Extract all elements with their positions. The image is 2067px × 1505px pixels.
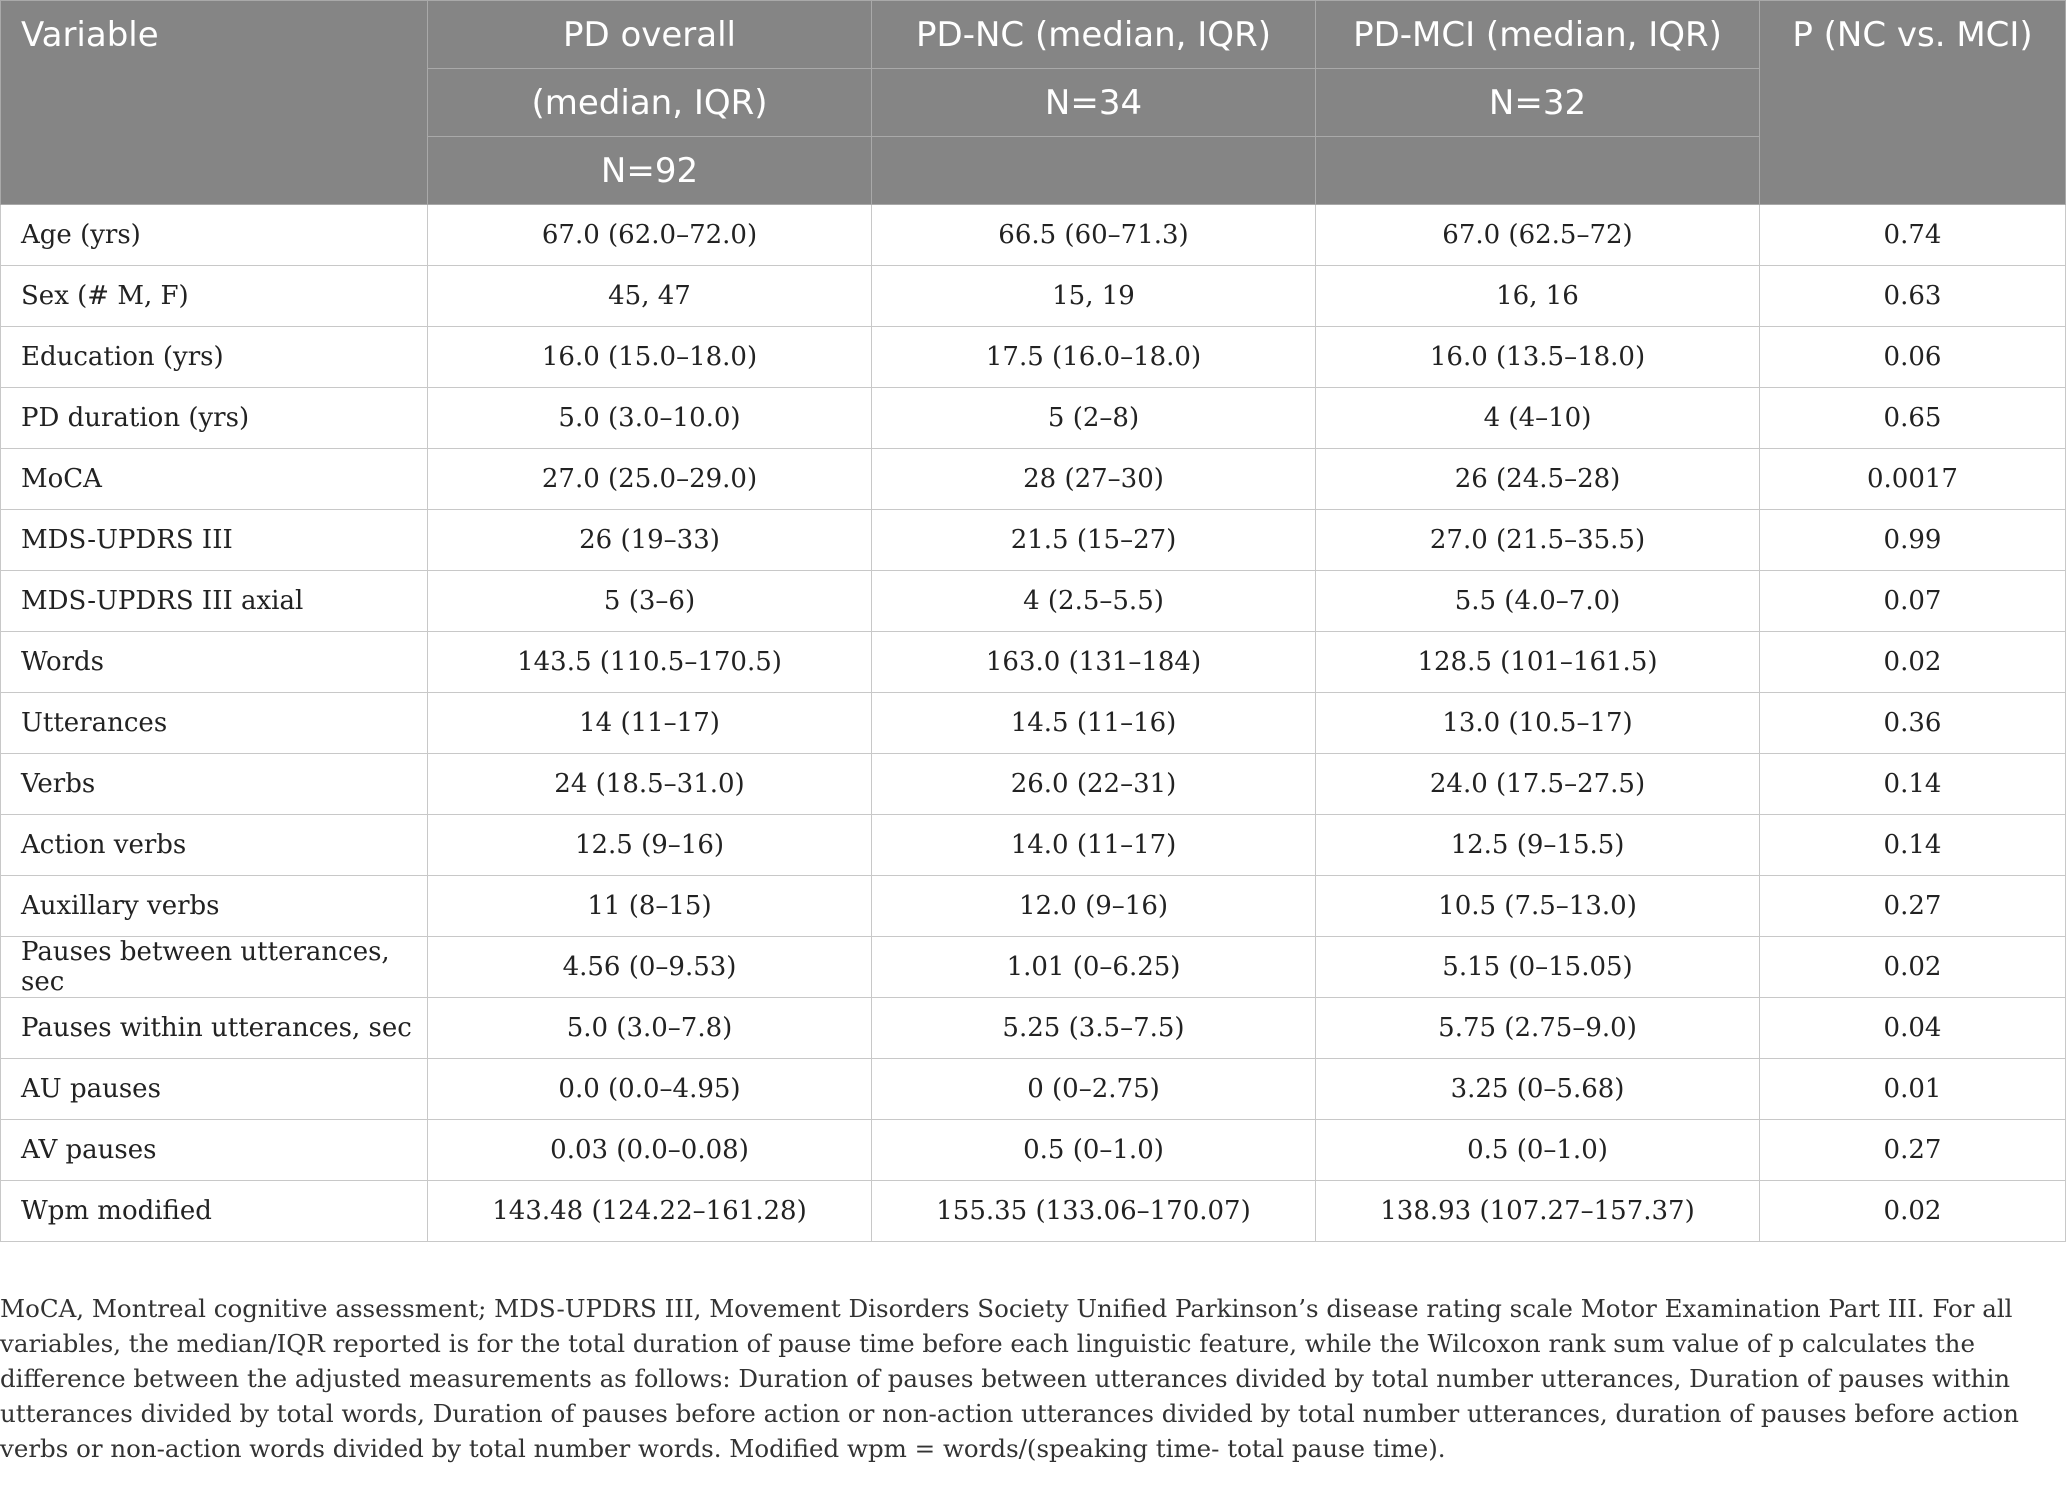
cell-pd-nc: 14.0 (11–17) [872, 815, 1316, 876]
cell-p-value: 0.99 [1760, 510, 2066, 571]
cell-variable: Pauses between utterances, sec [1, 937, 428, 998]
cell-pd-mci: 16, 16 [1316, 266, 1760, 327]
cell-variable: AU pauses [1, 1059, 428, 1120]
cell-pd-nc: 5 (2–8) [872, 388, 1316, 449]
cell-pd-overall: 12.5 (9–16) [428, 815, 872, 876]
table-row [1, 266, 2066, 327]
cell-variable: MDS-UPDRS III axial [1, 571, 428, 632]
cell-p-value: 0.65 [1760, 388, 2066, 449]
cell-variable: Age (yrs) [1, 205, 428, 266]
table-row [1, 1181, 2066, 1242]
cell-pd-overall: 5.0 (3.0–10.0) [428, 388, 872, 449]
cell-pd-mci: 0.5 (0–1.0) [1316, 1120, 1760, 1181]
cell-p-value: 0.07 [1760, 571, 2066, 632]
cell-variable: Wpm modified [1, 1181, 428, 1242]
table-header [1, 1, 2066, 205]
table-row [1, 937, 2066, 998]
cell-variable: Words [1, 632, 428, 693]
cell-p-value: 0.74 [1760, 205, 2066, 266]
cell-pd-overall: 143.5 (110.5–170.5) [428, 632, 872, 693]
cell-pd-nc: 163.0 (131–184) [872, 632, 1316, 693]
cell-pd-nc: 0.5 (0–1.0) [872, 1120, 1316, 1181]
cell-p-value: 0.36 [1760, 693, 2066, 754]
cell-pd-nc: 0 (0–2.75) [872, 1059, 1316, 1120]
cell-pd-mci: 4 (4–10) [1316, 388, 1760, 449]
table-row [1, 327, 2066, 388]
cell-pd-mci: 12.5 (9–15.5) [1316, 815, 1760, 876]
cell-pd-overall: 143.48 (124.22–161.28) [428, 1181, 872, 1242]
cell-pd-nc: 21.5 (15–27) [872, 510, 1316, 571]
cell-p-value: 0.01 [1760, 1059, 2066, 1120]
cell-pd-mci: 67.0 (62.5–72) [1316, 205, 1760, 266]
cell-pd-mci: 3.25 (0–5.68) [1316, 1059, 1760, 1120]
table-body [1, 205, 2066, 1242]
cell-pd-nc: 26.0 (22–31) [872, 754, 1316, 815]
header-p-value: P (NC vs. MCI) [1760, 1, 2066, 205]
cell-pd-overall: 14 (11–17) [428, 693, 872, 754]
table-row [1, 1120, 2066, 1181]
cell-variable: Education (yrs) [1, 327, 428, 388]
cell-variable: AV pauses [1, 1120, 428, 1181]
cell-pd-mci: 5.5 (4.0–7.0) [1316, 571, 1760, 632]
cell-pd-overall: 26 (19–33) [428, 510, 872, 571]
cell-p-value: 0.02 [1760, 1181, 2066, 1242]
cell-pd-mci: 5.15 (0–15.05) [1316, 937, 1760, 998]
cell-variable: Sex (# M, F) [1, 266, 428, 327]
cell-pd-mci: 5.75 (2.75–9.0) [1316, 998, 1760, 1059]
cell-pd-overall: 0.03 (0.0–0.08) [428, 1120, 872, 1181]
cell-pd-nc: 12.0 (9–16) [872, 876, 1316, 937]
table-row [1, 815, 2066, 876]
header-variable: Variable [1, 1, 428, 205]
table-row [1, 632, 2066, 693]
cell-pd-mci: 13.0 (10.5–17) [1316, 693, 1760, 754]
cell-p-value: 0.02 [1760, 937, 2066, 998]
cell-p-value: 0.63 [1760, 266, 2066, 327]
cell-pd-nc: 14.5 (11–16) [872, 693, 1316, 754]
cell-pd-mci: 16.0 (13.5–18.0) [1316, 327, 1760, 388]
table-row [1, 1059, 2066, 1120]
cell-p-value: 0.04 [1760, 998, 2066, 1059]
table-row [1, 571, 2066, 632]
header-overall-line-2: (median, IQR) [428, 69, 872, 137]
table-row [1, 510, 2066, 571]
cell-variable: Auxillary verbs [1, 876, 428, 937]
table-row [1, 205, 2066, 266]
cell-pd-nc: 28 (27–30) [872, 449, 1316, 510]
header-nc-line-3 [872, 137, 1316, 205]
header-mci-line-2: N=32 [1316, 69, 1760, 137]
table-row [1, 693, 2066, 754]
table-row [1, 388, 2066, 449]
cell-variable: Verbs [1, 754, 428, 815]
cell-pd-nc: 17.5 (16.0–18.0) [872, 327, 1316, 388]
table-row [1, 754, 2066, 815]
table-row [1, 449, 2066, 510]
cell-pd-overall: 5.0 (3.0–7.8) [428, 998, 872, 1059]
header-nc-line-1: PD-NC (median, IQR) [872, 1, 1316, 69]
header-nc-line-2: N=34 [872, 69, 1316, 137]
cell-p-value: 0.14 [1760, 754, 2066, 815]
cell-pd-nc: 66.5 (60–71.3) [872, 205, 1316, 266]
cell-pd-nc: 15, 19 [872, 266, 1316, 327]
cell-pd-nc: 4 (2.5–5.5) [872, 571, 1316, 632]
table-row [1, 876, 2066, 937]
cell-p-value: 0.0017 [1760, 449, 2066, 510]
cell-pd-overall: 24 (18.5–31.0) [428, 754, 872, 815]
cell-variable: Action verbs [1, 815, 428, 876]
header-overall-line-1: PD overall [428, 1, 872, 69]
cell-pd-mci: 27.0 (21.5–35.5) [1316, 510, 1760, 571]
cell-pd-mci: 10.5 (7.5–13.0) [1316, 876, 1760, 937]
table-row [1, 998, 2066, 1059]
cell-pd-overall: 11 (8–15) [428, 876, 872, 937]
cell-p-value: 0.06 [1760, 327, 2066, 388]
cell-pd-mci: 26 (24.5–28) [1316, 449, 1760, 510]
cell-pd-nc: 155.35 (133.06–170.07) [872, 1181, 1316, 1242]
cell-pd-overall: 67.0 (62.0–72.0) [428, 205, 872, 266]
header-mci-line-1: PD-MCI (median, IQR) [1316, 1, 1760, 69]
cell-pd-mci: 128.5 (101–161.5) [1316, 632, 1760, 693]
cell-p-value: 0.14 [1760, 815, 2066, 876]
cell-p-value: 0.02 [1760, 632, 2066, 693]
cell-pd-mci: 24.0 (17.5–27.5) [1316, 754, 1760, 815]
cell-variable: Pauses within utterances, sec [1, 998, 428, 1059]
cell-variable: MDS-UPDRS III [1, 510, 428, 571]
cell-pd-overall: 4.56 (0–9.53) [428, 937, 872, 998]
cell-variable: PD duration (yrs) [1, 388, 428, 449]
cell-pd-nc: 5.25 (3.5–7.5) [872, 998, 1316, 1059]
cell-pd-overall: 27.0 (25.0–29.0) [428, 449, 872, 510]
cell-variable: MoCA [1, 449, 428, 510]
cell-pd-overall: 0.0 (0.0–4.95) [428, 1059, 872, 1120]
header-mci-line-3 [1316, 137, 1760, 205]
cell-variable: Utterances [1, 693, 428, 754]
cell-pd-overall: 16.0 (15.0–18.0) [428, 327, 872, 388]
cell-p-value: 0.27 [1760, 876, 2066, 937]
cell-pd-overall: 5 (3–6) [428, 571, 872, 632]
cell-pd-nc: 1.01 (0–6.25) [872, 937, 1316, 998]
cell-pd-overall: 45, 47 [428, 266, 872, 327]
table-footnote: MoCA, Montreal cognitive assessment; MDS-UPDRS III, Movement Disorders Society Unified Parkinson’s disease rating scale Motor Examination Part III. For all variables, the median/IQR reported is for the total duration of pause time before each linguistic feature, while the Wilcoxon rank sum value of p calculates the difference between the adjusted measurements as follows: Duration of pauses between utterances divided by total number utterances, Duration of pauses within utterances divided by total words, Duration of pauses before action or non-action utterances divided by total number utterances, duration of pauses before action verbs or non-action words divided by total number words. Modified wpm = words/(speaking time- total pause time). [0, 1294, 2019, 1463]
header-overall-line-3: N=92 [428, 137, 872, 205]
cell-pd-mci: 138.93 (107.27–157.37) [1316, 1181, 1760, 1242]
cell-p-value: 0.27 [1760, 1120, 2066, 1181]
